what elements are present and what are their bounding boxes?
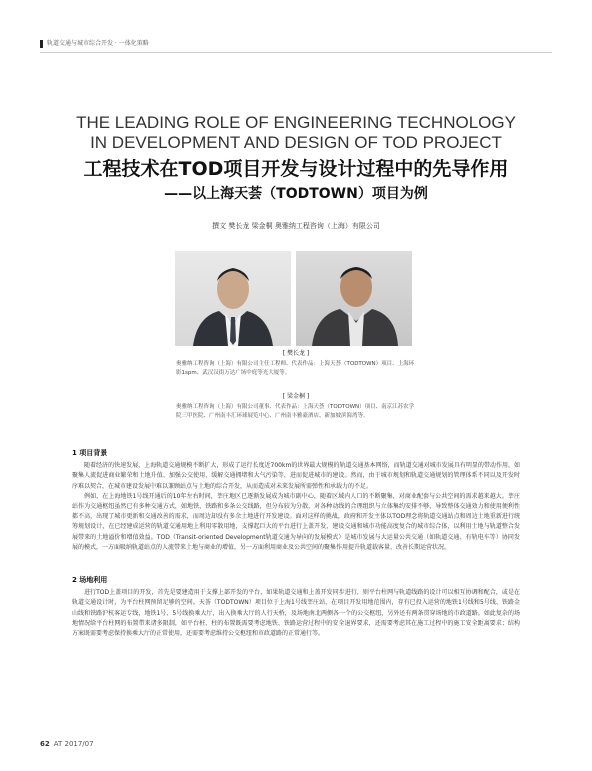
paragraph: 例如，在上海地铁1号线开通后的10年左右时间，莘庄地区已逐渐发展成为城市副中心，随着区域内人口的不断聚集，对商业配套与公共空间的需求越来越大。莘庄站作为交通枢纽虽然已有多种交通方式，如地铁、铁路和多条公交线路，但分布较为分散，对各种动线的合理组织与立体集约安排不够，导致整体交通效力和使用便利性都不高，出现了城市更新和交通改善的需求，而周边却没有多余土地进行开发建设。面对这样的挑战，政府和开发主体以TOD理念将轨道交通站点和周边土地重新进行统筹规划设计，在已经建成运营的轨道交通用地上利用零散用地，支撑起巨大的平台进行上盖开发，建设交通和城市功能高度复合的城市综合体，以利用土地与轨道整合发展带来的土地溢价和增值效益。TOD（Transit-oriented Development轨道交通为导向的发展模式）是城市发展与大运量公共交通（如轨道交通、有轨电车等）协同发展的模式，一方面吸纳轨道站点的人流带来土地与商业的增值，另一方面利用商业及公共空间的聚集作用提升轨道载客量、改善长期运营状况。 (72, 492, 520, 551)
english-title-line-2: IN DEVELOPMENT AND DESIGN OF TOD PROJECT (90, 133, 502, 152)
running-title: 轨道交通与城市综合开发 · 一体化策略 (47, 40, 149, 47)
chinese-title: 工程技术在TOD项目开发与设计过程中的先导作用 (83, 158, 509, 180)
author-photo-1 (175, 251, 291, 346)
section-project-background (72, 448, 520, 553)
author-bio-text: 奥雅纳工程咨询（上海）有限公司董事、代表作品：上海天荟（TODTOWN）项目、南京江苏农学院三甲医院、广州南丰汇环球展览中心、广州南丰雅豪酒店、新加坡滨海湾等。 (176, 404, 415, 419)
issue-label: AT 2017/07 (53, 740, 94, 748)
author-bio-2 (176, 392, 416, 421)
section-site-use (72, 575, 520, 639)
running-header (40, 38, 552, 50)
page-number: 62 (40, 740, 50, 748)
page-footer (40, 740, 94, 748)
author-bio-name: [ 樊长龙 ] (282, 350, 310, 357)
english-title-line-1: THE LEADING ROLE OF ENGINEERING TECHNOLOGY (76, 113, 516, 132)
section-heading: 1 项目背景 (72, 449, 108, 457)
author-bio-name: [ 梁金桐 ] (282, 393, 310, 400)
author-bio-text: 奥雅纳工程咨询（上海）有限公司主任工程师、代表作品：上海天荟（TODTOWN）项目、上海环影1spm、武汉汉街万达广场中庭等光大厦等。 (176, 361, 415, 376)
header-marker (40, 40, 43, 48)
author-line: 撰文 樊长龙 梁金桐 奥雅纳工程咨询（上海）有限公司 (212, 222, 380, 230)
english-title (60, 113, 532, 153)
author-photo-2 (296, 251, 412, 346)
paragraph: 随着经济的快速发展，上海轨道交通规模不断扩大，形成了运行长度近700km的世界最大规模的轨道交通基本网络，而轨道交通对城市发展具有明显的带动作用，如聚集人流促进商业繁荣和土地升值、加强公交使用、缓解交通拥堵和大气污染等，进而促进城市的建设。然而，由于城市规划和轨道交通规划的管理体系不同以及开发时序难以契合，在城市建设发展中难以兼顾站点与土地的综合开发，从而造成对未来发展所需弹性和承载力的不足。 (72, 462, 520, 490)
author-bio-1 (176, 349, 416, 378)
chinese-subtitle: ——以上海天荟（TODTOWN）项目为例 (164, 186, 428, 202)
section-heading: 2 场地利用 (72, 576, 108, 584)
paragraph: 进行TOD上盖项目的开发，首先是要建造用于支撑上部开发的平台，如果轨道交通和上盖开发同步进行，则平台柱网与轨道线路的设计可以相互协调和配合，或是在轨道交通设计时，为平台柱网预留足够的空间。天荟（TODTOWN）项目位于上海1号线莘庄站，在项目开发用地范围内，存有已投入运营的地铁1号线和5号线、铁路金山线和铁路沪杭客运专线，地铁1号、5号线换乘大厅，出入换乘大厅的人行天桥，及场地南北两侧各一个的公交枢纽，另外还有两条贯穿场地的市政道路。如此复杂的场地情况给平台柱网的布置带来诸多限制，如平台桩、柱的布置既需要考虑地铁、铁路运营过程中的安全退界要求，还需要考虑其在施工过程中的施工安全距离要求；结构方案既需要考虑保持换乘大厅的正常使用，还需要考虑维持公交枢纽和市政道路的正常通行等。 (72, 589, 520, 638)
header-rule (40, 52, 552, 53)
